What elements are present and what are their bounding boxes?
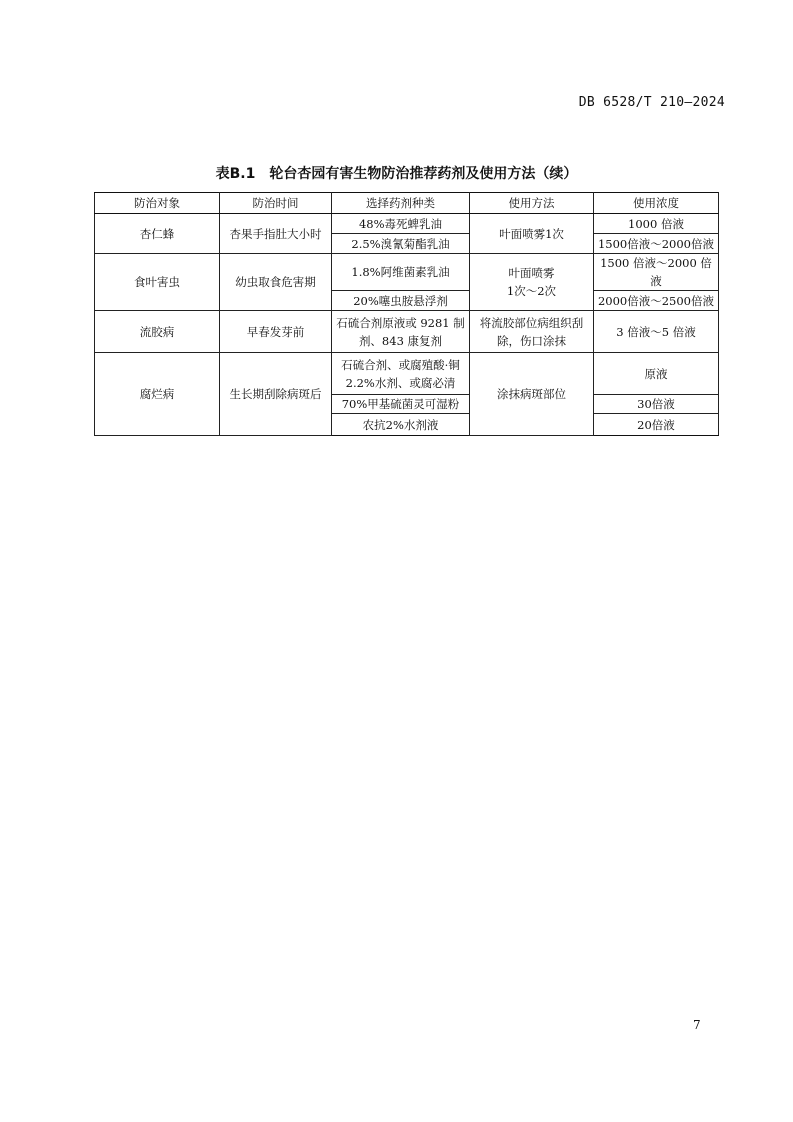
agent-cell: 农抗2%水剂液: [332, 414, 470, 436]
table-row: [95, 214, 719, 234]
table-header-row: [95, 193, 719, 214]
agent-cell: 20%噻虫胺悬浮剂: [332, 291, 470, 311]
target-cell: 食叶害虫: [95, 254, 220, 311]
time-cell: 早春发芽前: [220, 311, 332, 353]
table-row: [95, 311, 719, 353]
header-time: 防治时间: [220, 193, 332, 214]
concentration-cell: 2000倍液～2500倍液: [594, 291, 719, 311]
agent-cell: [332, 311, 470, 353]
time-cell: 杏果手指肚大小时: [220, 214, 332, 254]
header-target: 防治对象: [95, 193, 220, 214]
table-caption: [0, 163, 793, 183]
agent-line: 石硫合剂原液或 9281 制: [336, 315, 465, 330]
target-cell: 腐烂病: [95, 353, 220, 436]
agent-cell: 1.8%阿维菌素乳油: [332, 254, 470, 291]
page-number: 7: [693, 1018, 701, 1032]
agent-line: 石硫合剂、或腐殖酸·铜: [341, 357, 460, 372]
agent-line: 剂、843 康复剂: [358, 333, 443, 348]
concentration-cell: 30倍液: [594, 395, 719, 414]
agent-cell: [332, 353, 470, 395]
method-cell: [470, 311, 594, 353]
header-agent: 选择药剂种类: [332, 193, 470, 214]
method-line: 将流胶部位病组织刮: [479, 315, 584, 330]
concentration-cell: 1000 倍液: [594, 214, 719, 234]
time-cell: 生长期刮除病斑后: [220, 353, 332, 436]
concentration-cell: 1500倍液～2000倍液: [594, 234, 719, 254]
method-cell: [470, 254, 594, 311]
concentration-cell: 1500 倍液～2000 倍液: [594, 254, 719, 291]
agent-cell: 70%甲基硫菌灵可湿粉: [332, 395, 470, 414]
document-id: DB 6528/T 210—2024: [578, 95, 725, 110]
concentration-cell: 20倍液: [594, 414, 719, 436]
method-line: 1次～2次: [506, 284, 557, 298]
method-cell: 涂抹病斑部位: [470, 353, 594, 436]
agent-cell: 2.5%溴氰菊酯乳油: [332, 234, 470, 254]
table-row: [95, 254, 719, 291]
method-cell: 叶面喷雾1次: [470, 214, 594, 254]
time-cell: 幼虫取食危害期: [220, 254, 332, 311]
concentration-cell: 3 倍液～5 倍液: [594, 311, 719, 353]
concentration-cell: 原液: [594, 353, 719, 395]
table-title: 轮台杏园有害生物防治推荐药剂及使用方法（续）: [269, 166, 578, 182]
table-row: [95, 353, 719, 395]
pesticide-table: [94, 192, 719, 436]
header-concentration: 使用浓度: [594, 193, 719, 214]
agent-line: 2.2%水剂、或腐必清: [345, 375, 456, 390]
method-line: 除，伤口涂抹: [497, 333, 566, 348]
header-method: 使用方法: [470, 193, 594, 214]
agent-cell: 48%毒死蜱乳油: [332, 214, 470, 234]
target-cell: 流胶病: [95, 311, 220, 353]
target-cell: 杏仁蜂: [95, 214, 220, 254]
method-line: 叶面喷雾: [508, 266, 555, 280]
table-number: 表B.1: [215, 166, 256, 182]
